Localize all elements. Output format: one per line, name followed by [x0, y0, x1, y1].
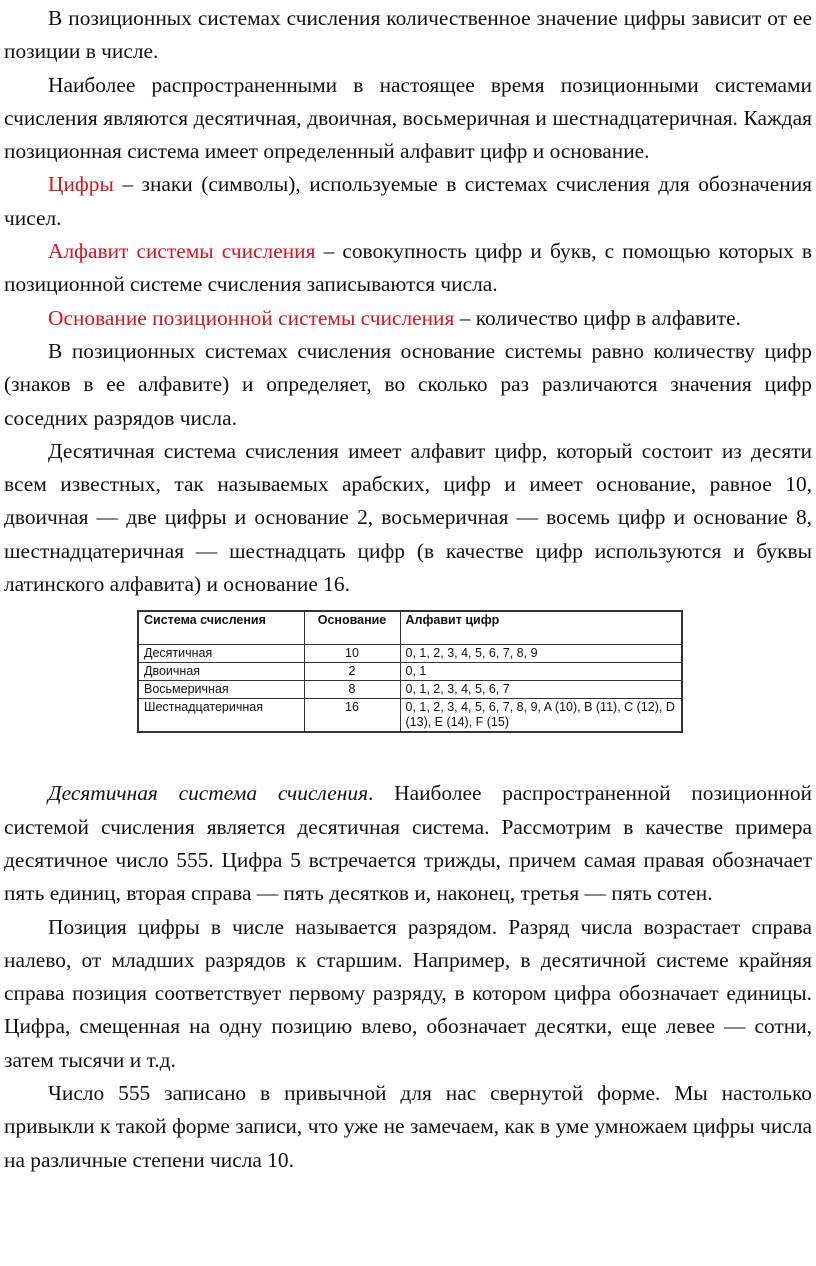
number-systems-table [137, 610, 683, 733]
cell-alphabet: 0, 1, 2, 3, 4, 5, 6, 7, 8, 9 [400, 645, 682, 663]
cell-system: Десятичная [138, 645, 304, 663]
definition-alphabet [4, 235, 812, 302]
term-alphabet: Алфавит системы счисления [48, 239, 316, 264]
definition-text: – совокупность цифр и букв, с помощью которых в позиционной системе счисления записываются числа. [4, 239, 812, 297]
table-row [138, 663, 682, 681]
header-alphabet: Алфавит цифр [400, 611, 682, 645]
table-container [4, 610, 812, 768]
italic-heading: Десятичная система счисления [48, 781, 369, 806]
paragraph-text: . Наиболее распространенной позиционной системой счисления является десятичная система. Рассмотрим в качестве примера десятичное число 555. Цифра 5 встречается трижды, причем самая правая обозначает пять единиц, вторая справа — пять десятков и, наконец, третья — пять сотен. [4, 781, 813, 906]
cell-base: 16 [304, 699, 400, 733]
term-base: Основание позиционной системы счисления [48, 305, 455, 330]
table-header-row [138, 611, 682, 645]
cell-alphabet: 0, 1 [400, 663, 682, 681]
definition-base [4, 302, 812, 335]
table-row [138, 681, 682, 699]
header-system: Система счисления [138, 611, 304, 645]
cell-system: Восьмеричная [138, 681, 304, 699]
cell-alphabet: 0, 1, 2, 3, 4, 5, 6, 7 [400, 681, 682, 699]
document-page [4, 0, 812, 1177]
cell-alphabet: 0, 1, 2, 3, 4, 5, 6, 7, 8, 9, A (10), B (11), C (12), D (13), E (14), F (15) [400, 699, 682, 733]
paragraph: Десятичная система счисления имеет алфавит цифр, который состоит из десяти всем известных, так называемых арабских, цифр и имеет основание, равное 10, двоичная — две цифры и основание 2, восьмеричная — восемь цифр и основание 8, шестнадцатеричная — шестнадцать цифр (в качестве цифр используются и буквы латинского алфавита) и основание 16. [4, 438, 812, 597]
definition-digits [4, 168, 812, 235]
table-row [138, 699, 682, 733]
header-base: Основание [304, 611, 400, 645]
decimal-system-paragraph [4, 777, 812, 910]
term-digits: Цифры [48, 172, 114, 197]
cell-system: Шестнадцатеричная [138, 699, 304, 733]
paragraph: В позиционных системах счисления количественное значение цифры зависит от ее позиции в числе. [4, 6, 812, 64]
paragraph: Наиболее распространенными в настоящее время позиционными системами счисления являются десятичная, двоичная, восьмеричная и шестнадцатеричная. Каждая позиционная система имеет определенный алфавит цифр и основание. [4, 72, 812, 164]
table-row [138, 645, 682, 663]
definition-text: – количество цифр в алфавите. [454, 305, 741, 330]
paragraph: Число 555 записано в привычной для нас свернутой форме. Мы настолько привыкли к такой форме записи, что уже не замечаем, как в уме умножаем цифры числа на различные степени числа 10. [4, 1081, 812, 1172]
paragraph: Позиция цифры в числе называется разрядом. Разряд числа возрастает справа налево, от младших разрядов к старшим. Например, в десятичной системе крайняя справа позиция соответствует первому разряду, в котором цифра обозначает единицы. Цифра, смещенная на одну позицию влево, обозначает десятки, еще левее — сотни, затем тысячи и т.д. [4, 914, 812, 1072]
definition-text: – знаки (символы), используемые в системах счисления для обозначения чисел. [4, 172, 812, 230]
cell-base: 2 [304, 663, 400, 681]
cell-base: 10 [304, 645, 400, 663]
cell-system: Двоичная [138, 663, 304, 681]
paragraph: В позиционных системах счисления основание системы равно количеству цифр (знаков в ее алфавите) и определяет, во сколько раз различаются значения цифр соседних разрядов числа. [4, 338, 812, 430]
cell-base: 8 [304, 681, 400, 699]
